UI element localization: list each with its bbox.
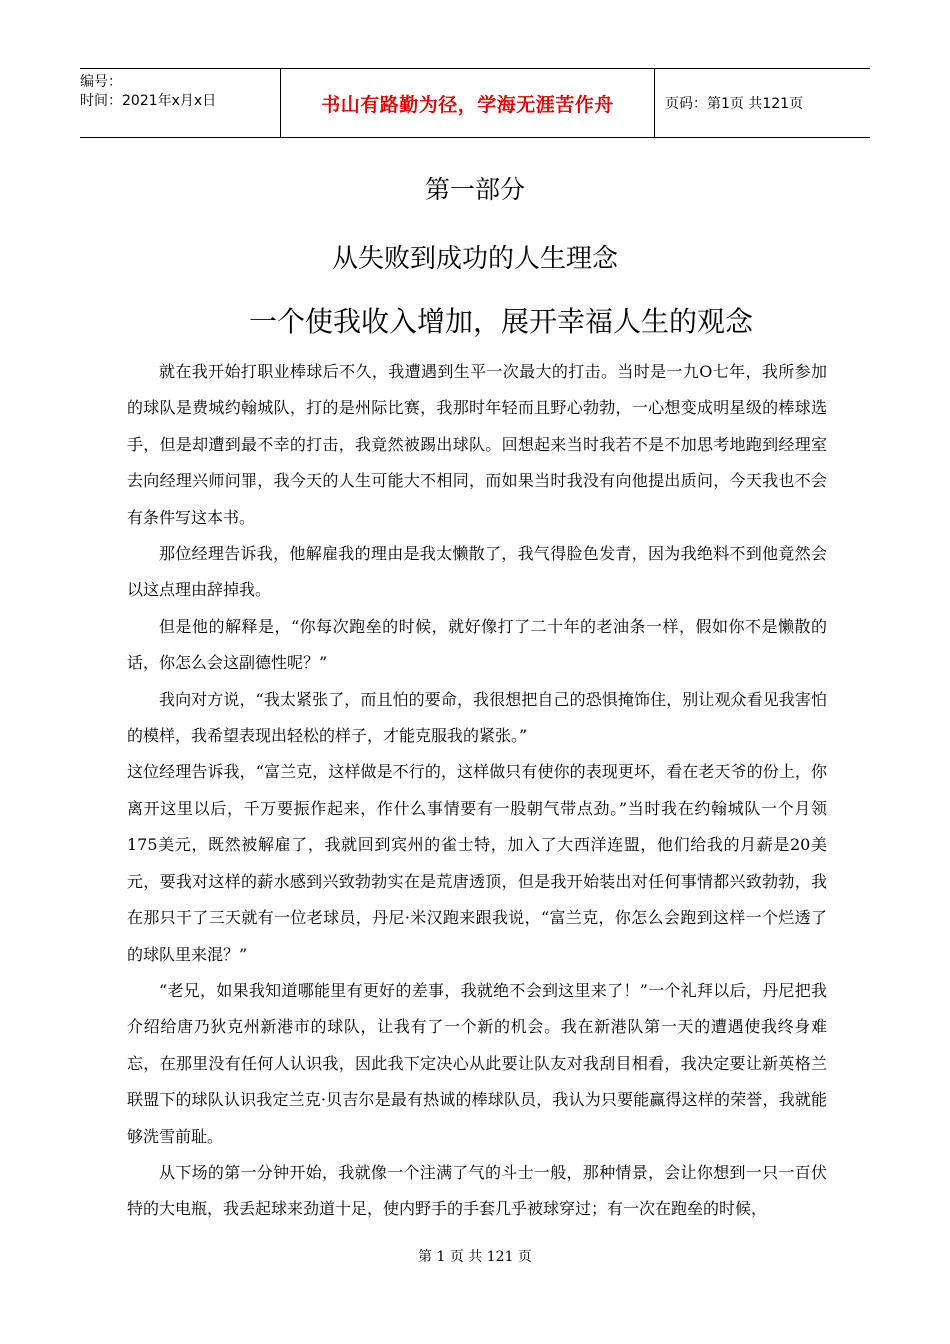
section-title: 一个使我收入增加，展开幸福人生的观念 — [248, 305, 753, 338]
header-motto: 书山有路勤为径，学海无涯苦作舟 — [321, 93, 614, 116]
paragraph: 那位经理告诉我，他解雇我的理由是我太懒散了，我气得脸色发青，因为我绝料不到他竟然会以这点理由辞掉我。 — [127, 544, 827, 600]
document-number-label: 编号： — [80, 74, 122, 90]
header-page-info: 页码：第1页 共121页 — [665, 96, 804, 112]
paragraph: “老兄，如果我知道哪能里有更好的差事，我就绝不会到这里来了！”一个礼拜以后，丹尼把我介绍给唐乃狄克州新港市的球队，让我有了一个新的机会。我在新港队第一天的遭遇使我终身难忘，在那里没有任何人认识我，因此我下定决心从此要让队友对我刮目相看，我决定要让新英格兰联盟下的球队认识我定兰克·贝吉尔是最有热诚的棒球队员，我认为只要能赢得这样的荣誉，我就能够洗雪前耻。 — [127, 980, 827, 1146]
body-text — [127, 354, 827, 1228]
header-meta — [80, 69, 280, 137]
paragraph: 就在我开始打职业棒球后不久，我遭遇到生平一次最大的打击。当时是一九O七年，我所参加的球队是费城约翰城队，打的是州际比赛，我那时年轻而且野心勃勃，一心想变成明星级的棒球选手，但是却遭到最不幸的打击，我竟然被踢出球队。回想起来当时我若不是不加思考地跑到经理室去向经理兴师问罪，我今天的人生可能大不相同，而如果当时我没有向他提出质问，今天我也不会有条件写这本书。 — [127, 362, 827, 527]
document-time-label: 时间：2021年x月x日 — [80, 93, 217, 109]
paragraph: 这位经理告诉我，“富兰克，这样做是不行的，这样做只有使你的表现更坏，看在老天爷的份上，你离开这里以后，千万要振作起来，作什么事情要有一股朝气带点劲。”当时我在约翰城队一个月领175美元，既然被解雇了，我就回到宾州的雀士特，加入了大西洋连盟，他们给我的月薪是20美元，要我对这样的薪水感到兴致勃勃实在是荒唐透顶，但是我开始装出对任何事情都兴致勃勃，我在那只干了三天就有一位老球员，丹尼·米汉跑来跟我说，“富兰克，你怎么会跑到这样一个烂透了的球队里来混？” — [127, 762, 827, 964]
page-footer: 第 1 页 共 121 页 — [418, 1249, 532, 1265]
chapter-title: 从失败到成功的人生理念 — [331, 244, 618, 274]
paragraph: 从下场的第一分钟开始，我就像一个注满了气的斗士一般，那种情景，会让你想到一只一百伏特的大电瓶，我丢起球来劲道十足，使内野手的手套几乎被球穿过；有一次在跑垒的时候， — [127, 1162, 827, 1219]
part-title: 第一部分 — [424, 175, 525, 204]
paragraph: 我向对方说，“我太紧张了，而且怕的要命，我很想把自己的恐惧掩饰住，别让观众看见我害怕的模样，我希望表现出轻松的样子，才能克服我的紧张。” — [127, 689, 827, 746]
paragraph: 但是他的解释是，“你每次跑垒的时候，就好像打了二十年的老油条一样，假如你不是懒散的话，你怎么会这副德性呢？” — [127, 616, 827, 673]
header-motto-cell — [280, 69, 655, 137]
document-header — [80, 68, 870, 138]
header-page-cell — [655, 69, 870, 137]
